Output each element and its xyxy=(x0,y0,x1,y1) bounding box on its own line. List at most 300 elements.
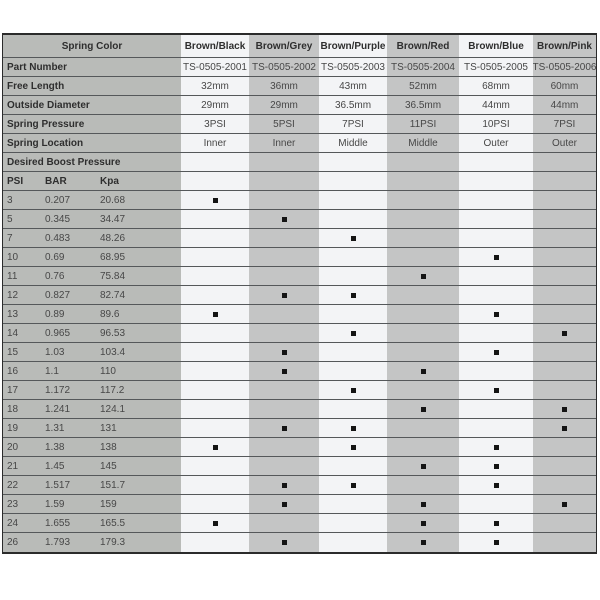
empty-cell xyxy=(387,210,459,228)
column-header-label: Brown/Purple xyxy=(320,40,386,52)
psi-value: 18 xyxy=(7,403,19,415)
empty-cell xyxy=(533,381,596,399)
column-header-label: Brown/Black xyxy=(184,40,246,52)
empty-cell xyxy=(249,172,319,190)
pressure-row-18psi xyxy=(3,400,596,419)
column-header-label: Brown/Red xyxy=(396,40,450,52)
pressure-column-header-bar: BAR xyxy=(45,175,67,187)
spring-selected-marker xyxy=(562,407,567,412)
empty-cell xyxy=(319,267,387,285)
empty-cell xyxy=(533,438,596,456)
spec-row-spring-location xyxy=(3,134,596,153)
spec-value-cell xyxy=(249,115,319,133)
bar-value: 1.793 xyxy=(45,537,71,548)
empty-cell xyxy=(319,533,387,552)
spec-value-cell xyxy=(319,77,387,95)
section-label: Desired Boost Pressure xyxy=(7,156,121,168)
spec-value-cell xyxy=(533,115,596,133)
marker-cell xyxy=(533,419,596,437)
spring-selected-marker xyxy=(494,445,499,450)
empty-cell xyxy=(459,495,533,513)
empty-cell xyxy=(319,248,387,266)
spec-value: 36.5mm xyxy=(334,99,372,111)
spec-row-outside-diameter xyxy=(3,96,596,115)
empty-cell xyxy=(459,229,533,247)
empty-cell xyxy=(459,191,533,209)
spec-value: TS-0505-2004 xyxy=(391,61,455,73)
marker-cell xyxy=(533,495,596,513)
marker-cell xyxy=(319,476,387,494)
spec-value-cell xyxy=(533,77,596,95)
pressure-values-cell xyxy=(3,210,181,228)
empty-cell xyxy=(459,286,533,304)
empty-cell xyxy=(387,305,459,323)
pressure-row-21psi xyxy=(3,457,596,476)
spec-value: 44mm xyxy=(482,99,510,111)
pressure-row-5psi xyxy=(3,210,596,229)
bar-value: 1.45 xyxy=(45,460,65,472)
column-header-brown-pink xyxy=(533,35,596,57)
column-header-brown-purple xyxy=(319,35,387,57)
marker-cell xyxy=(387,267,459,285)
psi-value: 24 xyxy=(7,517,19,529)
empty-cell xyxy=(319,457,387,475)
bar-value: 1.517 xyxy=(45,479,71,491)
marker-cell xyxy=(387,362,459,380)
spec-value-cell xyxy=(181,134,249,152)
spec-value-cell xyxy=(387,134,459,152)
column-header-label: Brown/Pink xyxy=(536,40,592,52)
pressure-values-cell xyxy=(3,438,181,456)
empty-cell xyxy=(533,153,596,171)
spec-value: 68mm xyxy=(482,80,510,92)
marker-cell xyxy=(181,514,249,532)
bar-value: 0.483 xyxy=(45,232,71,244)
empty-cell xyxy=(387,191,459,209)
kpa-value: 131 xyxy=(100,422,117,434)
psi-value: 19 xyxy=(7,422,19,434)
spring-selected-marker xyxy=(562,426,567,431)
spec-value-cell xyxy=(459,77,533,95)
spec-value: 10PSI xyxy=(482,118,510,130)
spec-value: 5PSI xyxy=(273,118,295,130)
bar-value: 1.655 xyxy=(45,517,71,529)
column-header-label: Brown/Grey xyxy=(255,40,313,52)
kpa-value: 48.26 xyxy=(100,232,126,244)
bar-value: 1.241 xyxy=(45,403,71,415)
marker-cell xyxy=(387,495,459,513)
pressure-values-cell xyxy=(3,248,181,266)
spring-selected-marker xyxy=(282,502,287,507)
spring-selected-marker xyxy=(421,464,426,469)
empty-cell xyxy=(533,305,596,323)
spec-value: 36mm xyxy=(270,80,298,92)
spec-value-cell xyxy=(249,134,319,152)
pressure-row-10psi xyxy=(3,248,596,267)
bar-value: 0.76 xyxy=(45,270,65,282)
spring-selected-marker xyxy=(494,483,499,488)
marker-cell xyxy=(459,438,533,456)
empty-cell xyxy=(387,286,459,304)
marker-cell xyxy=(181,438,249,456)
marker-cell xyxy=(319,286,387,304)
spec-label-cell xyxy=(3,115,181,133)
psi-value: 5 xyxy=(7,213,13,225)
psi-value: 26 xyxy=(7,537,19,548)
marker-cell xyxy=(319,229,387,247)
spring-selected-marker xyxy=(351,483,356,488)
marker-cell xyxy=(319,419,387,437)
spring-selected-marker xyxy=(494,312,499,317)
spec-value-cell xyxy=(181,96,249,114)
empty-cell xyxy=(387,172,459,190)
marker-cell xyxy=(249,286,319,304)
kpa-value: 96.53 xyxy=(100,327,126,339)
empty-cell xyxy=(459,153,533,171)
kpa-value: 68.95 xyxy=(100,251,126,263)
empty-cell xyxy=(249,514,319,532)
bar-value: 1.03 xyxy=(45,346,65,358)
empty-cell xyxy=(181,533,249,552)
marker-cell xyxy=(459,248,533,266)
spec-value-cell xyxy=(533,58,596,76)
spring-selected-marker xyxy=(494,521,499,526)
bar-value: 1.59 xyxy=(45,498,65,510)
empty-cell xyxy=(181,419,249,437)
pressure-values-cell xyxy=(3,533,181,552)
spec-value-cell xyxy=(181,58,249,76)
spring-selected-marker xyxy=(282,426,287,431)
pressure-row-22psi xyxy=(3,476,596,495)
marker-cell xyxy=(387,514,459,532)
marker-cell xyxy=(459,533,533,552)
spring-selected-marker xyxy=(494,350,499,355)
spec-value: 32mm xyxy=(201,80,229,92)
spring-selected-marker xyxy=(351,388,356,393)
pressure-values-cell xyxy=(3,229,181,247)
empty-cell xyxy=(459,400,533,418)
spec-row-free-length xyxy=(3,77,596,96)
section-row-desired-boost-pressure xyxy=(3,153,596,172)
empty-cell xyxy=(387,381,459,399)
empty-cell xyxy=(249,267,319,285)
empty-cell xyxy=(459,210,533,228)
bar-value: 0.345 xyxy=(45,213,71,225)
empty-cell xyxy=(533,267,596,285)
spec-value: 44mm xyxy=(550,99,579,111)
empty-cell xyxy=(181,324,249,342)
spec-value-cell xyxy=(459,96,533,114)
spec-value-cell xyxy=(387,77,459,95)
pressure-values-cell xyxy=(3,324,181,342)
empty-cell xyxy=(387,343,459,361)
empty-cell xyxy=(533,210,596,228)
spring-selected-marker xyxy=(494,464,499,469)
empty-cell xyxy=(181,248,249,266)
kpa-value: 110 xyxy=(100,365,116,377)
empty-cell xyxy=(533,457,596,475)
pressure-values-cell xyxy=(3,305,181,323)
spring-selected-marker xyxy=(213,312,218,317)
empty-cell xyxy=(319,400,387,418)
pressure-row-15psi xyxy=(3,343,596,362)
spring-selected-marker xyxy=(351,445,356,450)
kpa-value: 20.68 xyxy=(100,194,126,206)
spring-selected-marker xyxy=(282,293,287,298)
kpa-value: 75.84 xyxy=(100,270,126,282)
spring-selected-marker xyxy=(213,521,218,526)
empty-cell xyxy=(249,191,319,209)
empty-cell xyxy=(249,305,319,323)
bar-value: 0.89 xyxy=(45,308,65,320)
empty-cell xyxy=(181,400,249,418)
pressure-values-cell xyxy=(3,457,181,475)
column-header-brown-grey xyxy=(249,35,319,57)
marker-cell xyxy=(533,400,596,418)
empty-cell xyxy=(181,476,249,494)
pressure-column-header-kpa: Kpa xyxy=(100,175,119,187)
pressure-values-cell xyxy=(3,381,181,399)
spec-value: TS-0505-2002 xyxy=(252,61,316,73)
spec-row-label: Free Length xyxy=(7,80,65,92)
column-header-brown-red xyxy=(387,35,459,57)
psi-value: 15 xyxy=(7,346,19,358)
kpa-value: 117.2 xyxy=(100,384,125,396)
psi-value: 3 xyxy=(7,194,13,206)
spec-value-cell xyxy=(249,96,319,114)
marker-cell xyxy=(319,438,387,456)
empty-cell xyxy=(249,400,319,418)
spring-selected-marker xyxy=(351,331,356,336)
spec-value-cell xyxy=(387,96,459,114)
spec-value: Middle xyxy=(338,137,368,149)
spec-label-cell xyxy=(3,58,181,76)
spec-value: Outer xyxy=(551,137,577,149)
empty-cell xyxy=(181,267,249,285)
marker-cell xyxy=(459,514,533,532)
spring-selected-marker xyxy=(282,369,287,374)
psi-value: 12 xyxy=(7,289,19,301)
marker-cell xyxy=(533,324,596,342)
psi-value: 14 xyxy=(7,327,19,339)
empty-cell xyxy=(249,438,319,456)
kpa-value: 151.7 xyxy=(100,479,126,491)
pressure-row-12psi xyxy=(3,286,596,305)
spec-value-cell xyxy=(459,115,533,133)
kpa-value: 124.1 xyxy=(100,403,126,415)
pressure-row-26psi xyxy=(3,533,596,552)
spring-selected-marker xyxy=(562,331,567,336)
spec-value: 43mm xyxy=(339,80,367,92)
empty-cell xyxy=(533,343,596,361)
spec-value: 52mm xyxy=(409,80,437,92)
spring-selected-marker xyxy=(421,407,426,412)
empty-cell xyxy=(249,153,319,171)
spring-selected-marker xyxy=(421,540,426,545)
spec-label-cell xyxy=(3,77,181,95)
empty-cell xyxy=(533,533,596,552)
kpa-value: 179.3 xyxy=(100,537,126,548)
empty-cell xyxy=(181,343,249,361)
kpa-value: 103.4 xyxy=(100,346,126,358)
marker-cell xyxy=(319,324,387,342)
pressure-row-16psi xyxy=(3,362,596,381)
spring-selected-marker xyxy=(421,369,426,374)
spring-selected-marker xyxy=(421,274,426,279)
empty-cell xyxy=(319,495,387,513)
empty-cell xyxy=(319,343,387,361)
spring-color-label: Spring Color xyxy=(61,40,123,52)
marker-cell xyxy=(249,343,319,361)
pressure-values-cell xyxy=(3,267,181,285)
empty-cell xyxy=(319,191,387,209)
spring-selected-marker xyxy=(494,255,499,260)
spec-row-label: Outside Diameter xyxy=(7,99,90,111)
spec-value: TS-0505-2006 xyxy=(533,61,596,73)
pressure-column-header-psi: PSI xyxy=(7,175,24,187)
pressure-values-cell xyxy=(3,343,181,361)
spec-value: Inner xyxy=(272,137,296,149)
empty-cell xyxy=(249,248,319,266)
spring-selected-marker xyxy=(351,293,356,298)
empty-cell xyxy=(533,191,596,209)
empty-cell xyxy=(181,381,249,399)
spec-value-cell xyxy=(319,115,387,133)
column-header-label: Brown/Blue xyxy=(468,40,524,52)
pressure-values-cell xyxy=(3,286,181,304)
spec-value: 3PSI xyxy=(204,118,226,130)
empty-cell xyxy=(181,153,249,171)
marker-cell xyxy=(249,476,319,494)
kpa-value: 89.6 xyxy=(100,308,120,320)
spec-value: Inner xyxy=(203,137,227,149)
psi-value: 11 xyxy=(7,270,18,282)
marker-cell xyxy=(181,191,249,209)
pressure-row-14psi xyxy=(3,324,596,343)
marker-cell xyxy=(459,381,533,399)
spec-table xyxy=(2,33,597,554)
spec-value-cell xyxy=(319,96,387,114)
bar-value: 1.172 xyxy=(45,384,71,396)
spec-value: 7PSI xyxy=(553,118,576,130)
empty-cell xyxy=(533,172,596,190)
spring-selected-marker xyxy=(421,502,426,507)
empty-cell xyxy=(249,457,319,475)
marker-cell xyxy=(249,419,319,437)
pressure-values-cell xyxy=(3,419,181,437)
spec-value-cell xyxy=(181,77,249,95)
marker-cell xyxy=(387,457,459,475)
spec-value-cell xyxy=(533,96,596,114)
spec-value: TS-0505-2003 xyxy=(321,61,385,73)
bar-value: 0.965 xyxy=(45,327,71,339)
empty-cell xyxy=(387,438,459,456)
psi-value: 21 xyxy=(7,460,19,472)
spring-selected-marker xyxy=(213,445,218,450)
empty-cell xyxy=(533,514,596,532)
empty-cell xyxy=(181,362,249,380)
spec-value-cell xyxy=(249,58,319,76)
spec-value-cell xyxy=(181,115,249,133)
empty-cell xyxy=(387,153,459,171)
spec-value-cell xyxy=(319,134,387,152)
spec-value-cell xyxy=(533,134,596,152)
bar-value: 0.827 xyxy=(45,289,71,301)
kpa-value: 145 xyxy=(100,460,117,472)
spec-row-part-number xyxy=(3,58,596,77)
bar-value: 1.1 xyxy=(45,365,59,377)
empty-cell xyxy=(319,153,387,171)
pressure-row-11psi xyxy=(3,267,596,286)
empty-cell xyxy=(319,362,387,380)
spring-selected-marker xyxy=(282,483,287,488)
empty-cell xyxy=(181,229,249,247)
empty-cell xyxy=(533,229,596,247)
spec-label-cell xyxy=(3,96,181,114)
pressure-row-19psi xyxy=(3,419,596,438)
spec-row-label: Spring Pressure xyxy=(7,118,85,130)
psi-value: 13 xyxy=(7,308,19,320)
empty-cell xyxy=(319,305,387,323)
empty-cell xyxy=(459,267,533,285)
empty-cell xyxy=(181,172,249,190)
empty-cell xyxy=(533,476,596,494)
pressure-row-13psi xyxy=(3,305,596,324)
empty-cell xyxy=(387,248,459,266)
kpa-value: 34.47 xyxy=(100,213,126,225)
pressure-row-17psi xyxy=(3,381,596,400)
spec-value: 60mm xyxy=(550,80,579,92)
marker-cell xyxy=(459,343,533,361)
spec-row-label: Spring Location xyxy=(7,137,84,149)
empty-cell xyxy=(249,381,319,399)
spec-value: 7PSI xyxy=(342,118,364,130)
spec-value: 29mm xyxy=(201,99,229,111)
empty-cell xyxy=(387,324,459,342)
spec-value-cell xyxy=(459,58,533,76)
kpa-value: 165.5 xyxy=(100,517,126,529)
pressure-row-7psi xyxy=(3,229,596,248)
spec-value-cell xyxy=(387,115,459,133)
marker-cell xyxy=(181,305,249,323)
empty-cell xyxy=(181,210,249,228)
spec-value: Outer xyxy=(483,137,509,149)
marker-cell xyxy=(387,533,459,552)
pressure-row-23psi xyxy=(3,495,596,514)
spring-selected-marker xyxy=(282,217,287,222)
spec-label-cell xyxy=(3,134,181,152)
spec-value-cell xyxy=(249,77,319,95)
spring-selected-marker xyxy=(494,540,499,545)
marker-cell xyxy=(249,362,319,380)
empty-cell xyxy=(319,210,387,228)
empty-cell xyxy=(459,172,533,190)
pressure-values-cell xyxy=(3,476,181,494)
empty-cell xyxy=(459,362,533,380)
bar-value: 0.207 xyxy=(45,194,71,206)
empty-cell xyxy=(181,286,249,304)
table-header-row xyxy=(3,35,596,58)
spring-color-header-cell xyxy=(3,35,181,57)
spec-value: 29mm xyxy=(270,99,298,111)
psi-value: 10 xyxy=(7,251,19,263)
empty-cell xyxy=(319,172,387,190)
spec-value: 36.5mm xyxy=(404,99,442,111)
empty-cell xyxy=(181,457,249,475)
pressure-row-3psi xyxy=(3,191,596,210)
kpa-value: 159 xyxy=(100,498,117,510)
psi-value: 23 xyxy=(7,498,19,510)
